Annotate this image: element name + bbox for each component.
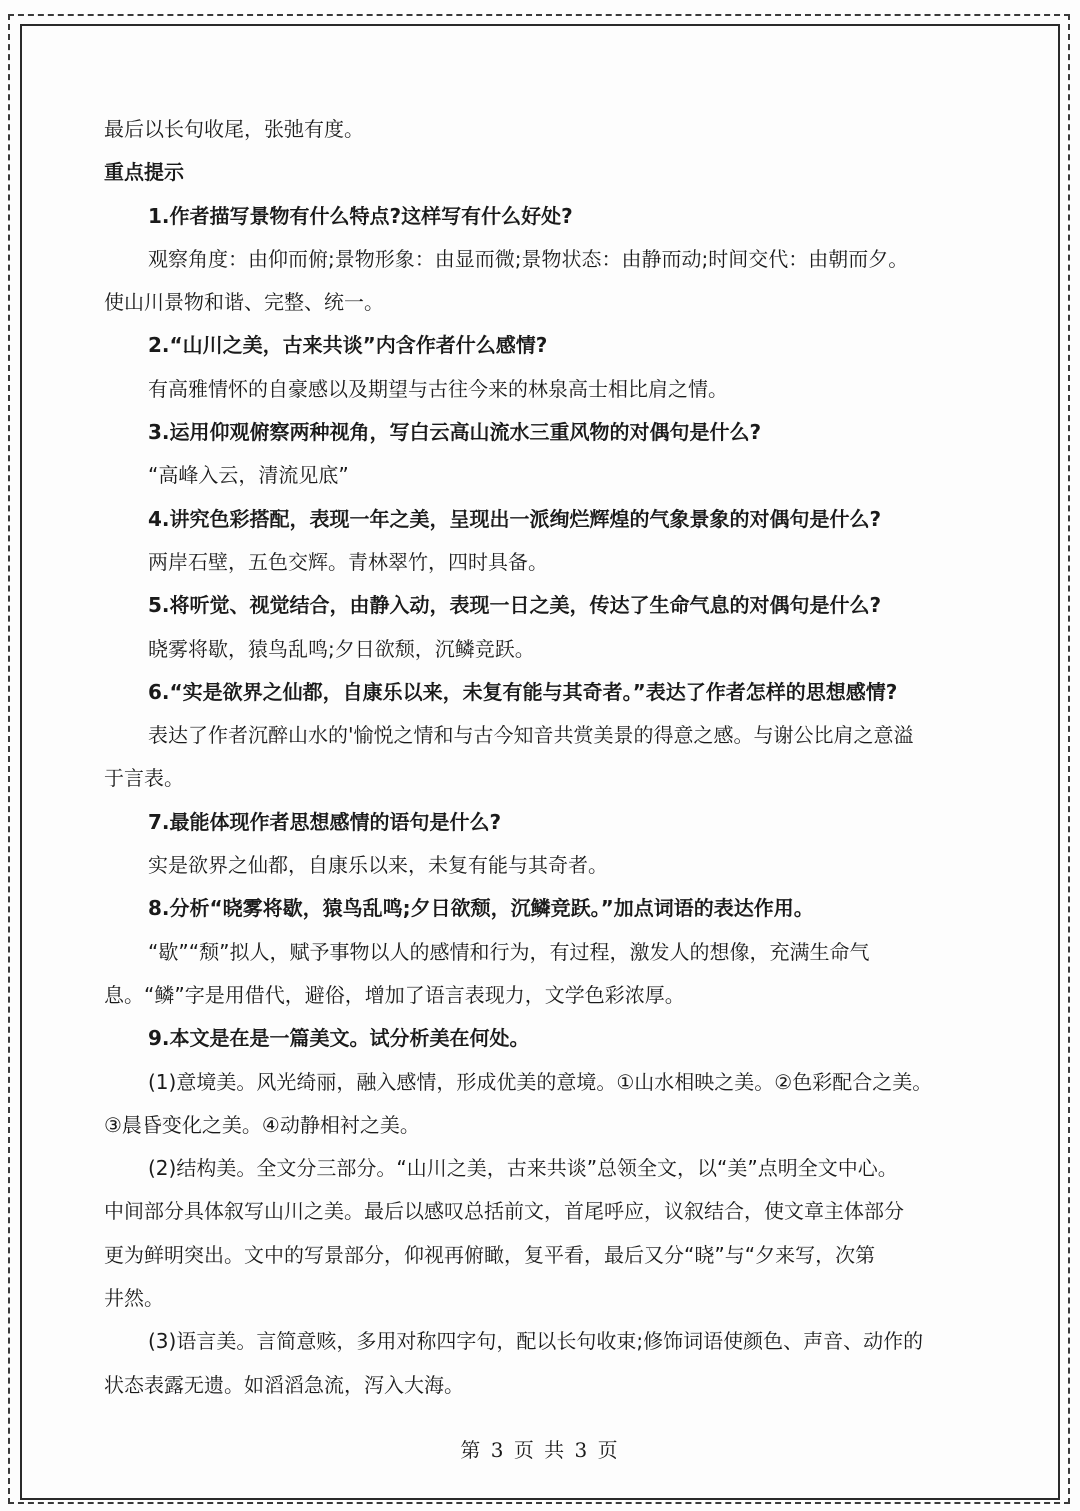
answer-line: 中间部分具体叙写山川之美。最后以感叹总括前文，首尾呼应，议叙结合，使文章主体部分 — [104, 1199, 904, 1224]
answer-line: (1)意境美。风光绮丽，融入感情，形成优美的意境。①山水相映之美。②色彩配合之美。 — [148, 1069, 933, 1094]
answer-line: 有高雅情怀的自豪感以及期望与古往今来的林泉高士相比肩之情。 — [148, 376, 728, 401]
question-heading: 3.运用仰观俯察两种视角，写白云高山流水三重风物的对偶句是什么? — [148, 420, 762, 445]
question-heading: 4.讲究色彩搭配，表现一年之美，呈现出一派绚烂辉煌的气象景象的对偶句是什么? — [148, 506, 882, 531]
page-number-footer: 第 3 页 共 3 页 — [460, 1438, 620, 1462]
answer-line: 两岸石壁，五色交辉。青林翠竹，四时具备。 — [148, 549, 548, 574]
answer-line: 表达了作者沉醉山水的'愉悦之情和与古今知音共赏美景的得意之感。与谢公比肩之意溢 — [148, 723, 914, 748]
document-body — [104, 108, 984, 1407]
answer-line: 更为鲜明突出。文中的写景部分，仰视再俯瞰，复平看，最后又分“晓”与“夕来写，次第 — [104, 1242, 876, 1267]
section-heading: 重点提示 — [104, 160, 184, 185]
answer-line: 息。“鳞”字是用借代，避俗，增加了语言表现力，文学色彩浓厚。 — [104, 982, 685, 1007]
question-heading: 7.最能体现作者思想感情的语句是什么? — [148, 809, 502, 834]
body-line: 最后以长句收尾，张弛有度。 — [104, 117, 364, 141]
question-heading: 9.本文是在是一篇美文。试分析美在何处。 — [148, 1026, 530, 1051]
question-heading: 2.“山川之美，古来共谈”内含作者什么感情? — [148, 333, 548, 358]
answer-line: (3)语言美。言简意赅，多用对称四字句，配以长句收束;修饰词语使颜色、声音、动作的 — [148, 1329, 924, 1354]
answer-line: 实是欲界之仙都，自康乐以来，未复有能与其奇者。 — [148, 853, 608, 878]
answer-line: 观察角度：由仰而俯;景物形象：由显而微;景物状态：由静而动;时间交代：由朝而夕。 — [148, 246, 909, 271]
question-heading: 6.“实是欲界之仙都，自康乐以来，未复有能与其奇者。”表达了作者怎样的思想感情? — [148, 679, 898, 704]
answer-line: 井然。 — [104, 1286, 164, 1311]
answer-line: ③晨昏变化之美。④动静相衬之美。 — [104, 1112, 420, 1137]
question-heading: 1.作者描写景物有什么特点?这样写有什么好处? — [148, 203, 573, 228]
answer-line: 状态表露无遗。如滔滔急流，泻入大海。 — [104, 1372, 464, 1397]
answer-line: 于言表。 — [104, 766, 184, 791]
answer-line: 晓雾将歇，猿鸟乱鸣;夕日欲颓，沉鳞竞跃。 — [148, 636, 535, 661]
question-heading: 5.将听觉、视觉结合，由静入动，表现一日之美，传达了生命气息的对偶句是什么? — [148, 593, 882, 618]
question-heading: 8.分析“晓雾将歇，猿鸟乱鸣;夕日欲颓，沉鳞竞跃。”加点词语的表达作用。 — [148, 896, 814, 921]
answer-line: (2)结构美。全文分三部分。“山川之美，古来共谈”总领全文，以“美”点明全文中心。 — [148, 1156, 898, 1181]
answer-line: “歇”“颓”拟人，赋予事物以人的感情和行为，有过程，激发人的想像，充满生命气 — [148, 939, 870, 964]
answer-line: “高峰入云，清流见底” — [148, 463, 349, 488]
answer-line: 使山川景物和谐、完整、统一。 — [104, 290, 384, 315]
